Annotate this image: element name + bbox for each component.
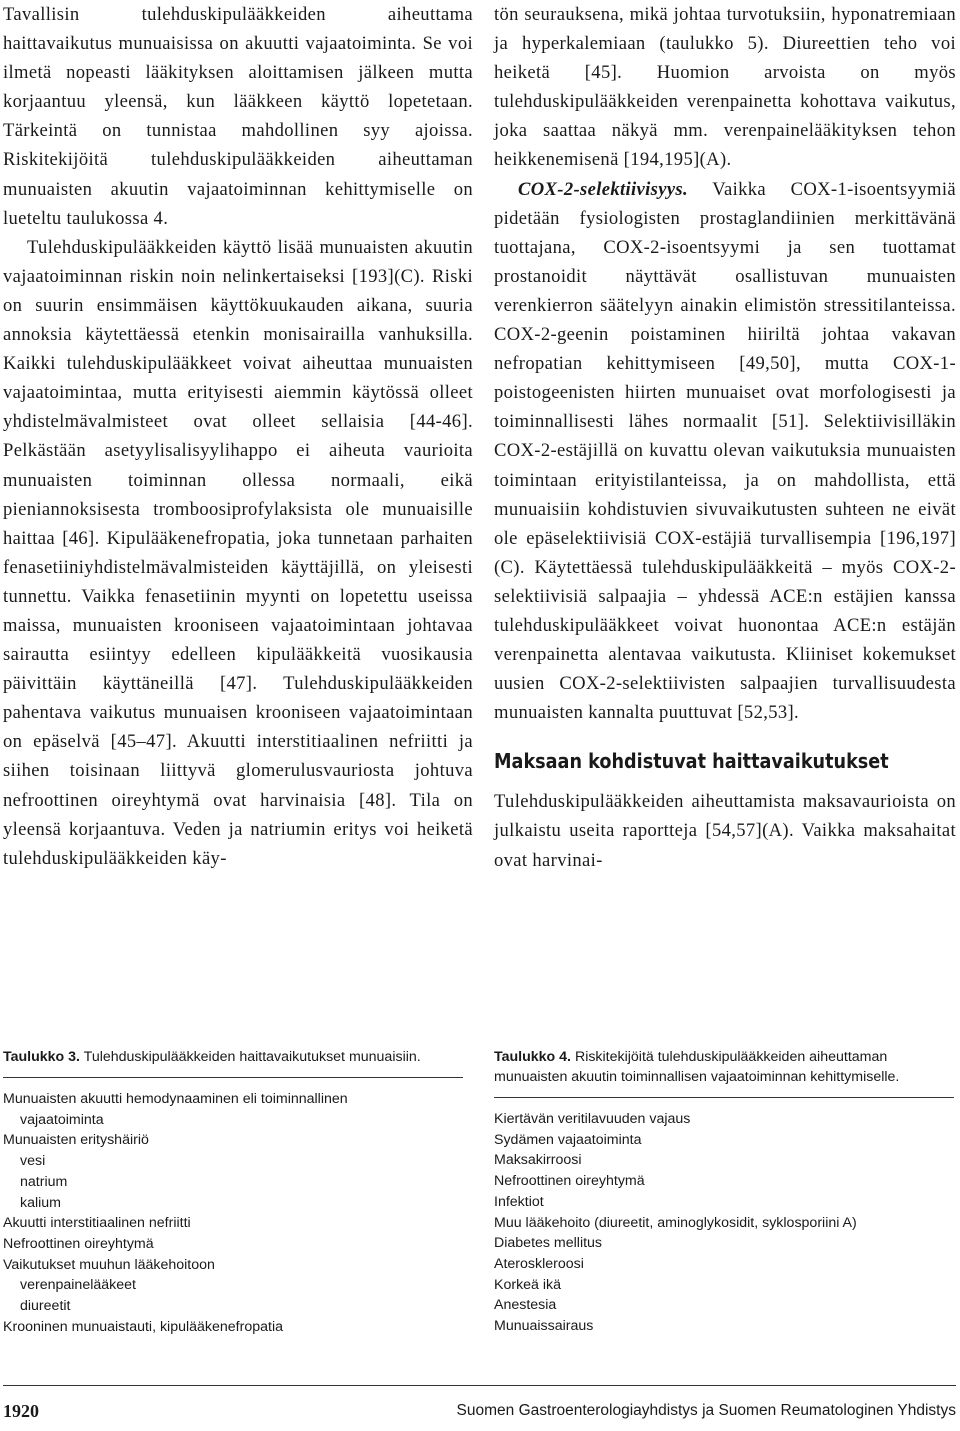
table-row: Korkeä ikä: [494, 1276, 562, 1293]
table-3-rows: [3, 1089, 465, 1337]
table-row: natrium: [20, 1173, 68, 1190]
table-row: kalium: [20, 1194, 61, 1211]
left-column: [3, 0, 473, 873]
table-4: [494, 1047, 956, 1337]
table-row: Anestesia: [494, 1297, 557, 1314]
page-number: 1920: [3, 1401, 39, 1421]
table-4-rows: [494, 1109, 956, 1337]
table-row: Vaikutukset muuhun lääkehoitoon: [3, 1256, 215, 1273]
table-3-title: Tulehduskipulääkkeiden haittavaikutukset munuaisiin.: [80, 1049, 421, 1065]
table-row: Sydämen vajaatoiminta: [494, 1131, 642, 1148]
table-3-label: Taulukko 3.: [3, 1049, 80, 1065]
table-row: verenpainelääkeet: [20, 1277, 136, 1294]
table-4-rule: [494, 1097, 954, 1098]
table-3-rule: [3, 1077, 463, 1078]
table-4-caption: [494, 1047, 956, 1087]
table-row: Ateroskleroosi: [494, 1255, 584, 1272]
section-heading-liver: Maksaan kohdistuvat haittavaikutukset: [494, 749, 889, 774]
table-row: vajaatoiminta: [20, 1111, 104, 1128]
table-row: Muu lääkehoito (diureetit, aminoglykosidit, syklosporiini A): [494, 1214, 857, 1231]
table-3: [3, 1047, 465, 1337]
footer-organization: Suomen Gastroenterologiayhdistys ja Suomen Reumatologinen Yhdistys: [456, 1402, 956, 1419]
table-row: vesi: [20, 1153, 46, 1170]
table-row: Munuaissairaus: [494, 1318, 594, 1335]
right-paragraph-1: tön seurauksena, mikä johtaa turvotuksiin, hyponatremiaan ja hyperkalemiaan (taulukko 5). Diureettien teho voi heiketä [45]. Huomion arvoista on myös tulehduskipulääkkeiden verenpainetta kohottava vaikutus, joka saattaa näkyä mm. verenpainelääkityksen tehon heikkenemisenä [194,195](A).: [494, 4, 956, 171]
table-3-caption: [3, 1047, 465, 1067]
right-paragraph-2-text: Vaikka COX-1-isoentsyymiä pidetään fysiologisten prostaglandiinien merkittävänä tuottajana, COX-2-isoentsyymi ja sen tuottamat prostanoidit näyttävät osallistuvan munuaisten verenkierron säätelyyn ainakin elimistön stressitilanteissa. COX-2-geenin poistaminen hiiriltä johtaa vakavan nefropatian kehittymiseen [49,50], mutta COX-1-poistogeenisten hiirten munuaiset ovat morfologisesti ja toiminnallisesti lähes normaalit [51]. Selektiivisilläkin COX-2-estäjillä on kuvattu olevan vaikutuksia munuaisten toimintaan erityistilanteissa, ja on mahdollista, että munuaisiin kohdistuvien sivuvaikutusten suhteen ne eivät ole epäselektiivisiä COX-estäjiä turvallisempia [196,197](C). Käytettäessä tulehduskipulääkkeitä – myös COX-2-selektiivisiä salpaajia – yhdessä ACE:n estäjien kanssa tulehduskipulääkkeet voivat huonontaa ACE:n estäjän verenpainetta alentavaa vaikutusta. Kliiniset kokemukset uusien COX-2-selektiivisten salpaajien turvallisuudesta munuaisten kannalta puuttuvat [52,53].: [494, 178, 956, 724]
table-row: Krooninen munuaistauti, kipulääkenefropatia: [3, 1318, 283, 1335]
table-row: Nefroottinen oireyhtymä: [494, 1173, 645, 1190]
table-row: Munuaisten erityshäiriö: [3, 1132, 149, 1149]
table-4-label: Taulukko 4.: [494, 1049, 571, 1065]
table-row: Diabetes mellitus: [494, 1235, 603, 1252]
table-row: Maksakirroosi: [494, 1152, 582, 1169]
table-row: Nefroottinen oireyhtymä: [3, 1235, 154, 1252]
left-paragraph-1: Tavallisin tulehduskipulääkkeiden aiheuttama haittavaikutus munuaisissa on akuutti vajaatoiminta. Se voi ilmetä nopeasti lääkityksen aloittamisen jälkeen mutta korjaantuu yleensä, kun lääkkeen käyttö lopetetaan. Tärkeintä on tunnistaa mahdollinen syy ajoissa. Riskitekijöitä tulehduskipulääkkeiden aiheuttaman munuaisten akuutin vajaatoiminnan kehittymiselle on lueteltu taulukossa 4.: [3, 4, 473, 229]
left-paragraph-2: Tulehduskipulääkkeiden käyttö lisää munuaisten akuutin vajaatoiminnan riskin noin nelinkertaiseksi [193](C). Riski on suurin ensimmäisen käyttökuukauden aikana, suuria annoksia käytettäessä etenkin monisairailla vanhuksilla. Kaikki tulehduskipulääkkeet voivat aiheuttaa munuaisten vajaatoimintaa, mutta erityisesti aiemmin käytössä olleet yhdistelmävalmisteet ovat olleet sellaisia [44-46]. Pelkästään asetyylisalisyylihappo ei aiheuta vaurioita munuaisten toiminnan ollessa normaali, eikä pieniannoksisesta tromboosiprofylaksista ole munuaisille haittaa [46]. Kipulääkenefropatia, joka tunnetaan parhaiten fenasetiiniyhdistelmävalmisteiden käyttäjillä, on yleisesti tunnettu. Vaikka fenasetiinin myynti on lopetettu useissa maissa, munuaisten krooniseen vajaatoimintaan johtavaa sairautta esiintyy edelleen kipulääkkeitä vuosikausia päivittäin käyttäneillä [47]. Tulehduskipulääkkeiden pahentava vaikutus munuaisen krooniseen vajaatoimintaan on epäselvä [45–47]. Akuutti interstitiaalinen nefriitti ja siihen toisinaan liittyvä glomerulusvauriosta johtuva nefroottinen oireyhtymä ovat harvinaisia [48]. Tila on yleensä korjaantuva. Veden ja natriumin eritys voi heiketä tulehduskipulääkkeiden käy-: [3, 236, 473, 869]
table-row: diureetit: [20, 1298, 71, 1315]
table-4-title: Riskitekijöitä tulehduskipulääkkeiden aiheuttaman munuaisten akuutin toiminnallisen vajaatoiminnan kehittymiselle.: [494, 1049, 900, 1085]
table-row: Kiertävän veritilavuuden vajaus: [494, 1111, 691, 1127]
table-row: Munuaisten akuutti hemodynaaminen eli toiminnallinen: [3, 1091, 348, 1107]
table-row: Infektiot: [494, 1193, 544, 1210]
right-column: [494, 0, 956, 875]
right-paragraph-2: [494, 175, 956, 728]
table-row: Akuutti interstitiaalinen nefriitti: [3, 1215, 191, 1232]
footer-rule: [3, 1385, 956, 1386]
right-paragraph-3: Tulehduskipulääkkeiden aiheuttamista maksavaurioista on julkaistu useita raportteja [54,57](A). Vaikka maksahaitat ovat harvinai-: [494, 791, 956, 871]
section-lead-cox2: COX-2-selektiivisyys.: [518, 178, 689, 200]
